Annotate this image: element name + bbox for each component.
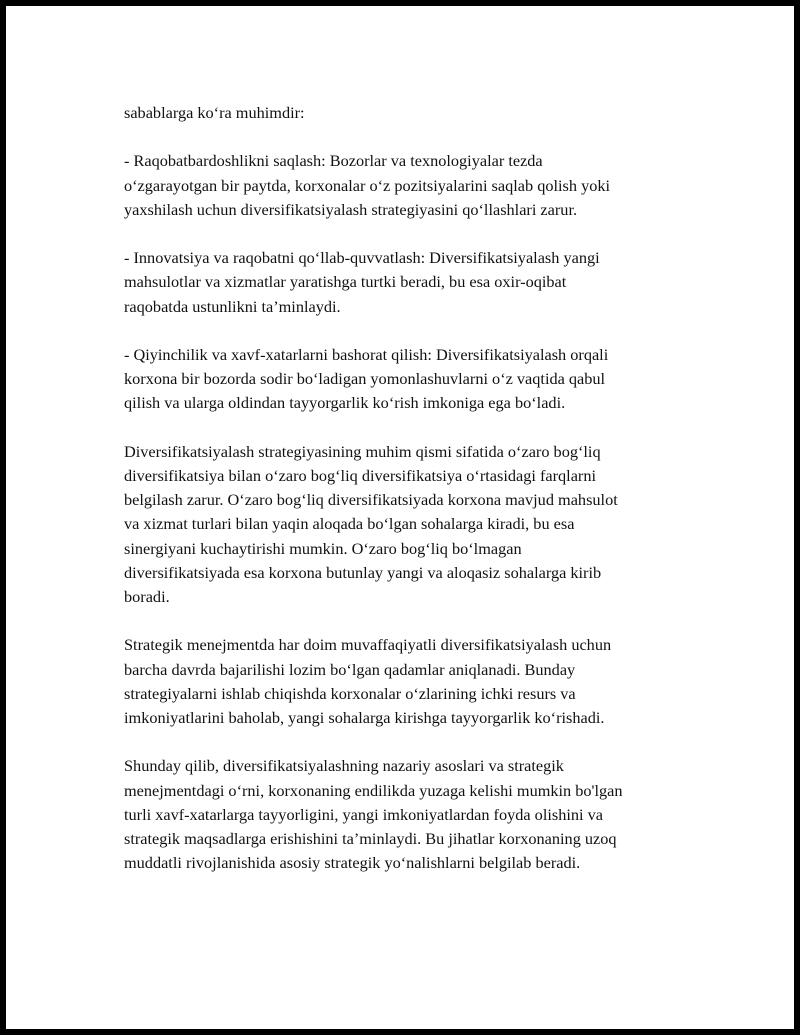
paragraph-conclusion: Shunday qilib, diversifikatsiyalashning nazariy asoslari va strategik menejmentdagi o‘rni, korxonaning endilikda yuzaga kelishi mumkin bo'lgan turli xavf-xatarlarga tayyorligini, yangi imkoniyatlardan foyda olishini va strategik maqsadlarga erishishini ta’minlaydi. Bu jihatlar korxonaning uzoq muddatli rivojlanishida asosiy strategik yo‘nalishlarni belgilab beradi. bbox=[124, 756, 623, 873]
paragraph-strategic-management: Strategik menejmentda har doim muvaffaqiyatli diversifikatsiyalash uchun barcha davrda bajarilishi lozim bo‘lgan qadamlar aniqlanadi. Bunday strategiyalarni ishlab chiqishda korxonalar o‘zlarining ichki resurs va imkoniyatlarini baholab, yangi sohalarga kirishga tayyorgarlik ko‘rishadi. bbox=[124, 635, 612, 727]
paragraph-bullet-competitiveness: - Raqobatbardoshlikni saqlash: Bozorlar va texnologiyalar tezda o‘zgarayotgan bir paytda, korxonalar o‘z pozitsiyalarini saqlab qolish yoki yaxshilash uchun diversifikatsiyalash strategiyasini qo‘llashlari zarur. bbox=[124, 151, 611, 219]
paragraph-intro: sabablarga ko‘ra muhimdir: bbox=[124, 103, 305, 122]
paragraph-bullet-risk: - Qiyinchilik va xavf-xatarlarni bashorat qilish: Diversifikatsiyalash orqali korxona bir bozorda sodir bo‘ladigan yomonlashuvlarni o‘z vaqtida qabul qilish va ularga oldindan tayyorgarlik ko‘rish imkoniga ega bo‘ladi. bbox=[124, 344, 609, 413]
paragraph-bullet-innovation: - Innovatsiya va raqobatni qo‘llab-quvvatlash: Diversifikatsiyalash yangi mahsulotlar va xizmatlar yaratishga turtki beradi, bu esa oxir-oqibat raqobatda ustunlikni ta’minlaydi. bbox=[124, 248, 600, 316]
document-body bbox=[124, 101, 704, 900]
paragraph-related-diversification: Diversifikatsiyalash strategiyasining muhim qismi sifatida o‘zaro bog‘liq diversifikatsiya bilan o‘zaro bog‘liq diversifikatsiya o‘rtasidagi farqlarni belgilash zarur. O‘zaro bog‘liq diversifikatsiyada korxona mavjud mahsulot va xizmat turlari bilan yaqin aloqada bo‘lgan sohalarga kiradi, bu esa sinergiyani kuchaytirishi mumkin. O‘zaro bog‘liq bo‘lmagan diversifikatsiyada esa korxona butunlay yangi va aloqasiz sohalarga kirib boradi. bbox=[124, 441, 618, 606]
